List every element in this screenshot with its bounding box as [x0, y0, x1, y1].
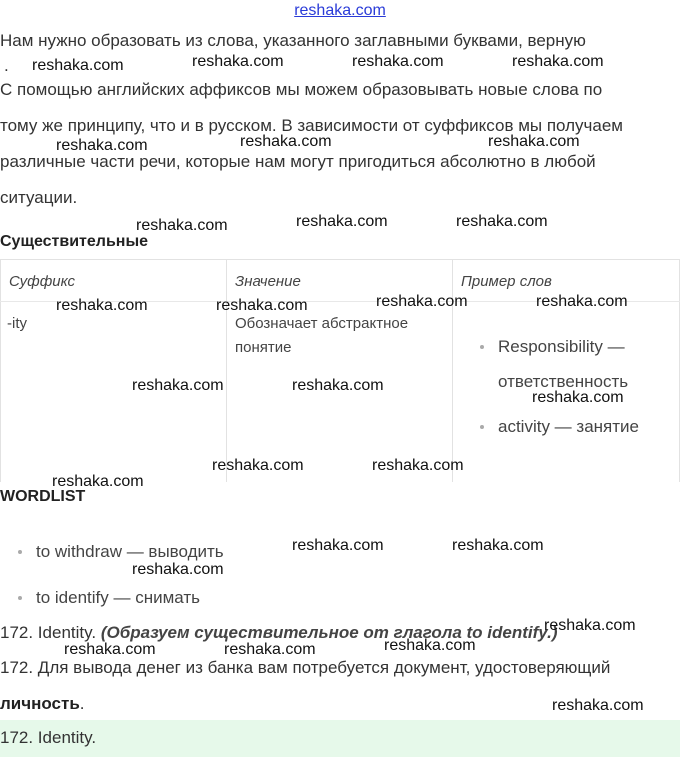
watermark: reshaka.com — [240, 133, 332, 150]
watermark: reshaka.com — [216, 297, 308, 314]
site-link[interactable]: reshaka.com — [294, 2, 386, 19]
sentence-line-1: 172. Для вывода денег из банка вам потребуется документ, удостоверяющий — [0, 658, 611, 677]
watermark: reshaka.com — [512, 53, 604, 70]
intro-line-5: ситуации. — [0, 188, 78, 207]
watermark: reshaka.com — [136, 217, 228, 234]
wordlist-item-1: to withdraw — выводить — [36, 542, 224, 561]
watermark: reshaka.com — [292, 377, 384, 394]
watermark: reshaka.com — [56, 137, 148, 154]
sentence-end: . — [79, 694, 85, 713]
examples-list — [480, 336, 625, 358]
intro-line-1: Нам нужно образовать из слова, указанного заглавными буквами, верную — [0, 31, 586, 50]
example-1-line-1: Responsibility — — [498, 337, 625, 356]
watermark: reshaka.com — [56, 297, 148, 314]
watermark: reshaka.com — [376, 293, 468, 310]
watermark: reshaka.com — [32, 57, 124, 74]
watermark: reshaka.com — [132, 561, 224, 578]
list-item — [480, 416, 639, 438]
watermark: reshaka.com — [552, 697, 644, 714]
answer-text: 172. Identity. — [0, 728, 97, 747]
watermark: reshaka.com — [192, 53, 284, 70]
wordlist-2 — [18, 587, 200, 609]
table-cell-meaning-2: понятие — [235, 339, 292, 356]
watermark: reshaka.com — [292, 537, 384, 554]
intro-line-4: различные части речи, которые нам могут пригодиться абсолютно в любой — [0, 152, 596, 171]
intro-line-1-cont: . — [4, 56, 9, 75]
table-cell-suffix: -ity — [7, 315, 27, 332]
wordlist-item-2: to identify — снимать — [36, 588, 201, 607]
list-item — [18, 587, 200, 609]
table-header-meaning: Значение — [235, 273, 301, 290]
watermark: reshaka.com — [488, 133, 580, 150]
watermark: reshaka.com — [352, 53, 444, 70]
explanation-prefix: 172. Identity. — [0, 623, 97, 642]
example-1-line-2: ответственность — [498, 372, 629, 391]
section-title: Существительные — [0, 233, 149, 250]
answer-box — [0, 720, 680, 757]
watermark: reshaka.com — [456, 213, 548, 230]
table-header-suffix: Суффикс — [9, 273, 75, 290]
watermark: reshaka.com — [212, 457, 304, 474]
intro-line-2: С помощью английских аффиксов мы можем образовывать новые слова по — [0, 80, 603, 99]
watermark: reshaka.com — [544, 617, 636, 634]
watermark: reshaka.com — [532, 389, 624, 406]
watermark: reshaka.com — [452, 537, 544, 554]
explanation-note: (Образуем существительное от глагола to identify.) — [100, 623, 558, 642]
sentence-line-2 — [0, 693, 85, 715]
examples-list-2 — [480, 416, 639, 438]
watermark: reshaka.com — [296, 213, 388, 230]
watermark: reshaka.com — [52, 473, 144, 490]
table-header-examples: Пример слов — [461, 273, 552, 290]
example-2: activity — занятие — [498, 417, 639, 436]
watermark: reshaka.com — [536, 293, 628, 310]
list-item — [480, 336, 625, 358]
watermark: reshaka.com — [372, 457, 464, 474]
table-cell-meaning-1: Обозначает абстрактное — [235, 315, 409, 332]
watermark: reshaka.com — [384, 637, 476, 654]
watermark: reshaka.com — [64, 641, 156, 658]
sentence-bold-word: личность — [0, 694, 80, 713]
watermark: reshaka.com — [132, 377, 224, 394]
wordlist-title: WORDLIST — [0, 488, 86, 505]
intro-line-3: тому же принципу, что и в русском. В зависимости от суффиксов мы получаем — [0, 116, 623, 135]
watermark: reshaka.com — [224, 641, 316, 658]
